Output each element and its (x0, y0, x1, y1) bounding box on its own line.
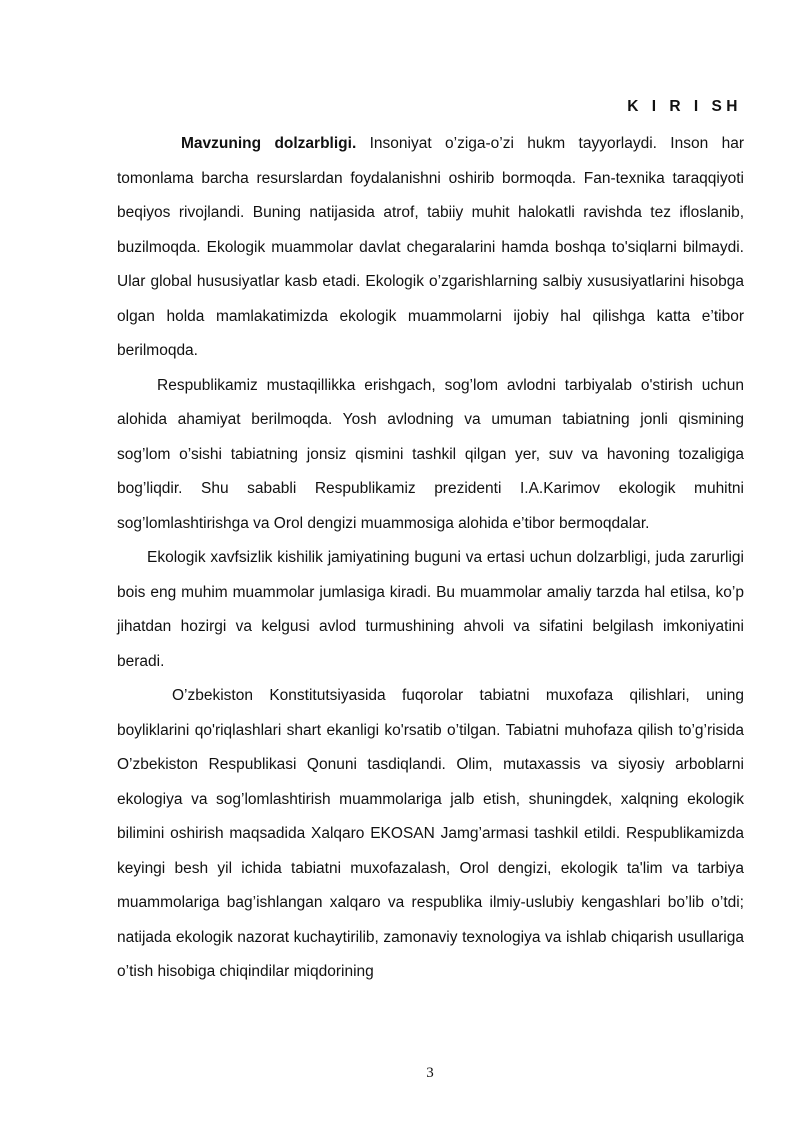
paragraph-lead-bold: Mavzuning dolzarbligi. (181, 135, 357, 152)
page-number: 3 (426, 1065, 434, 1081)
body-text (117, 127, 744, 990)
paragraph-relevance (117, 127, 744, 369)
paragraph-healthy-generation: Respublikamiz mustaqillikka erishgach, sog’lom avlodni tarbiyalab o'stirish uchun alohida ahamiyat berilmoqda. Yosh avlodning va umuman tabiatning jonli qismining sog’lom o’sishi tabiatning jonsiz qismini tashkil qilgan yer, suv va havoning tozaligiga bog’liqdir. Shu sababli Respublikamiz prezidenti I.A.Karimov ekologik muhitni sog’lomlashtirishga va Orol dengizi muammosiga alohida e’tibor bermoqdalar. (117, 376, 744, 532)
paragraph-ecological-safety: Ekologik xavfsizlik kishilik jamiyatining buguni va ertasi uchun dolzarbligi, juda zarurligi bois eng muhim muammolar jumlasiga kiradi. Bu muammolar amaliy tarzda hal etilsa, ko’p jihatdan hozirgi va kelgusi avlod turmushining ahvoli va sifatini belgilash imkoniyatini beradi. (117, 549, 744, 670)
section-heading: K I R I SH (627, 98, 742, 115)
paragraph-relevance-text: Insoniyat o’ziga-o’zi hukm tayyorlaydi. Inson har tomonlama barcha resurslardan foydalanishni oshirib bormoqda. Fan-texnika taraqqiyoti beqiyos rivojlandi. Buning natijasida atrof, tabiiy muhit halokatli ravishda tez ifloslanib, buzilmoqda. Ekologik muammolar davlat chegaralarini hamda boshqa to'siqlarni bilmaydi. Ular global hususiyatlar kasb etadi. Ekologik o’zgarishlarning salbiy xususiyatlarini hisobga olgan holda mamlakatimizda ekologik muammolarni ijobiy hal qilishga katta e’tibor berilmoqda. (117, 135, 744, 359)
paragraph-constitution: O’zbekiston Konstitutsiyasida fuqorolar tabiatni muxofaza qilishlari, uning boyliklarini qo'riqlashlari shart ekanligi ko'rsatib o’tilgan. Tabiatni muhofaza qilish to’g’risida O’zbekiston Respublikasi Qonuni tasdiqlandi. Olim, mutaxassis va siyosiy arboblarni ekologiya va sog’lomlashtirish muammolariga jalb etish, shuningdek, xalqning ekologik bilimini oshirish maqsadida Xalqaro EKOSAN Jamg’armasi tashkil etildi. Respublikamizda keyingi besh yil ichida tabiatni muxofazalash, Orol dengizi, ekologik ta'lim va tarbiya muammolariga bag’ishlangan xalqaro va respublika ilmiy-uslubiy kengashlari bo’lib o’tdi; natijada ekologik nazorat kuchaytirilib, zamonaviy texnologiya va ishlab chiqarish usullariga o’tish hisobiga chiqindilar miqdorining (117, 687, 744, 980)
